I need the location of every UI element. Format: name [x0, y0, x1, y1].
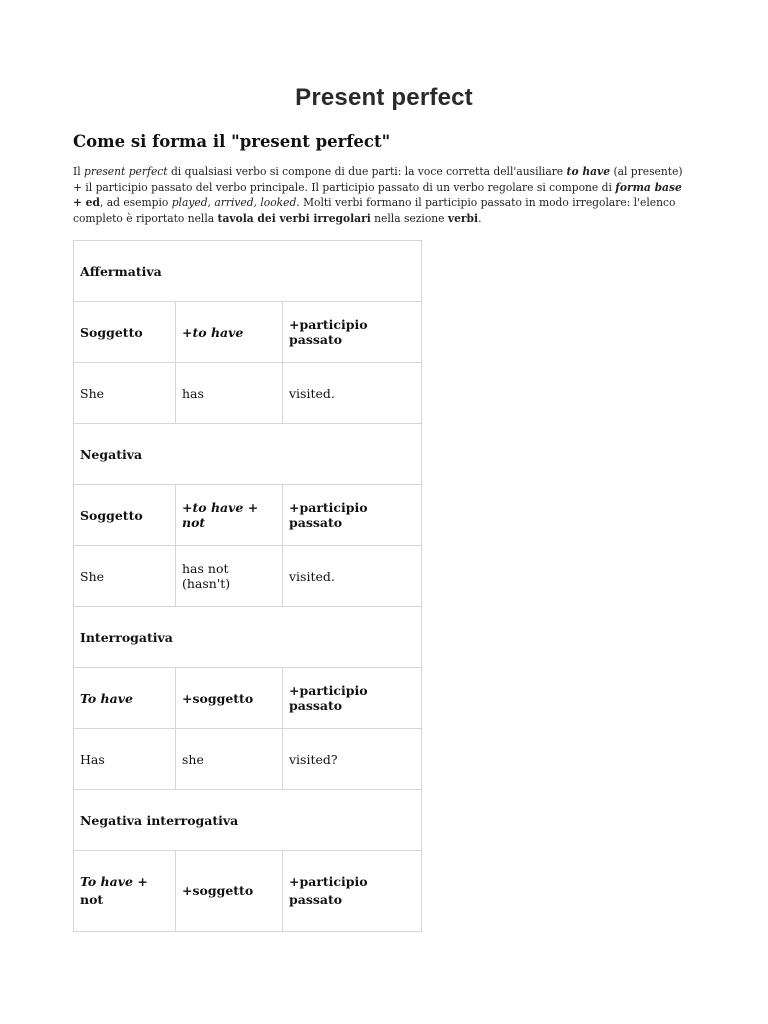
section-heading-row — [74, 241, 422, 302]
header-cell — [176, 302, 283, 363]
header-emphasis: To have — [80, 874, 133, 889]
header-plus: + — [243, 500, 259, 515]
section-heading-affermativa: Affermativa — [74, 241, 422, 302]
header-emphasis: not — [182, 515, 206, 530]
example-row — [74, 729, 422, 790]
header-cell: Soggetto — [74, 485, 176, 546]
header-cell: To have — [74, 668, 176, 729]
intro-text: (al presente) + il participio passato del verbo principale. Il participio passato di un verbo regolare si compone di — [73, 165, 683, 194]
section-heading-interrogativa: Interrogativa — [74, 607, 422, 668]
example-row — [74, 363, 422, 424]
intro-italic: played, arrived, looked. — [171, 196, 300, 209]
example-cell: she — [176, 729, 283, 790]
conjugation-table — [73, 240, 422, 932]
intro-text: Il — [73, 165, 85, 178]
header-cell: Soggetto — [74, 302, 176, 363]
header-cell — [176, 485, 283, 546]
header-cell: +soggetto — [176, 851, 283, 932]
example-cell: She — [74, 546, 176, 607]
section-heading-row — [74, 607, 422, 668]
header-row — [74, 851, 422, 932]
intro-text: . — [478, 211, 482, 225]
header-emphasis: to have — [192, 324, 244, 340]
page-title: Present perfect — [295, 84, 473, 111]
section-heading-row — [74, 424, 422, 485]
intro-bold: tavola dei verbi irregolari — [217, 211, 371, 225]
header-plus: + — [182, 324, 193, 340]
intro-text: , ad esempio — [99, 196, 172, 209]
header-cell: +participio passato — [283, 851, 422, 932]
header-row — [74, 668, 422, 729]
example-cell: visited. — [283, 363, 422, 424]
intro-bold: + ed — [73, 196, 100, 209]
example-cell: has — [176, 363, 283, 424]
header-row — [74, 302, 422, 363]
example-cell: Has — [74, 729, 176, 790]
intro-text: nella sezione — [370, 211, 448, 225]
example-cell: has not (hasn't) — [176, 546, 283, 607]
intro-bold-italic: to have — [566, 165, 611, 178]
section-heading-negativa-interrogativa: Negativa interrogativa — [74, 790, 422, 851]
header-plus: + not — [80, 874, 148, 907]
intro-text: di qualsiasi verbo si compone di due parti: la voce corretta dell'ausiliare — [167, 165, 567, 178]
example-cell: visited. — [283, 546, 422, 607]
header-cell: +participio passato — [283, 302, 422, 363]
example-row — [74, 546, 422, 607]
example-cell: She — [74, 363, 176, 424]
intro-italic: present perfect — [84, 165, 168, 178]
example-cell: visited? — [283, 729, 422, 790]
section-subtitle: Come si forma il "present perfect" — [73, 132, 391, 151]
header-cell: +participio passato — [283, 485, 422, 546]
intro-bold: verbi — [447, 211, 479, 225]
header-emphasis: to have — [192, 500, 244, 515]
header-row — [74, 485, 422, 546]
header-plus: + — [182, 500, 193, 515]
header-cell: +participio passato — [283, 668, 422, 729]
intro-text: Molti verbi formano il participio passato in modo irregolare: l'elenco completo è riportato nella — [73, 196, 676, 225]
intro-bold-italic: forma base — [615, 180, 682, 194]
intro-paragraph — [73, 164, 683, 226]
header-cell — [74, 851, 176, 932]
header-cell: +soggetto — [176, 668, 283, 729]
section-heading-row — [74, 790, 422, 851]
section-heading-negativa: Negativa — [74, 424, 422, 485]
